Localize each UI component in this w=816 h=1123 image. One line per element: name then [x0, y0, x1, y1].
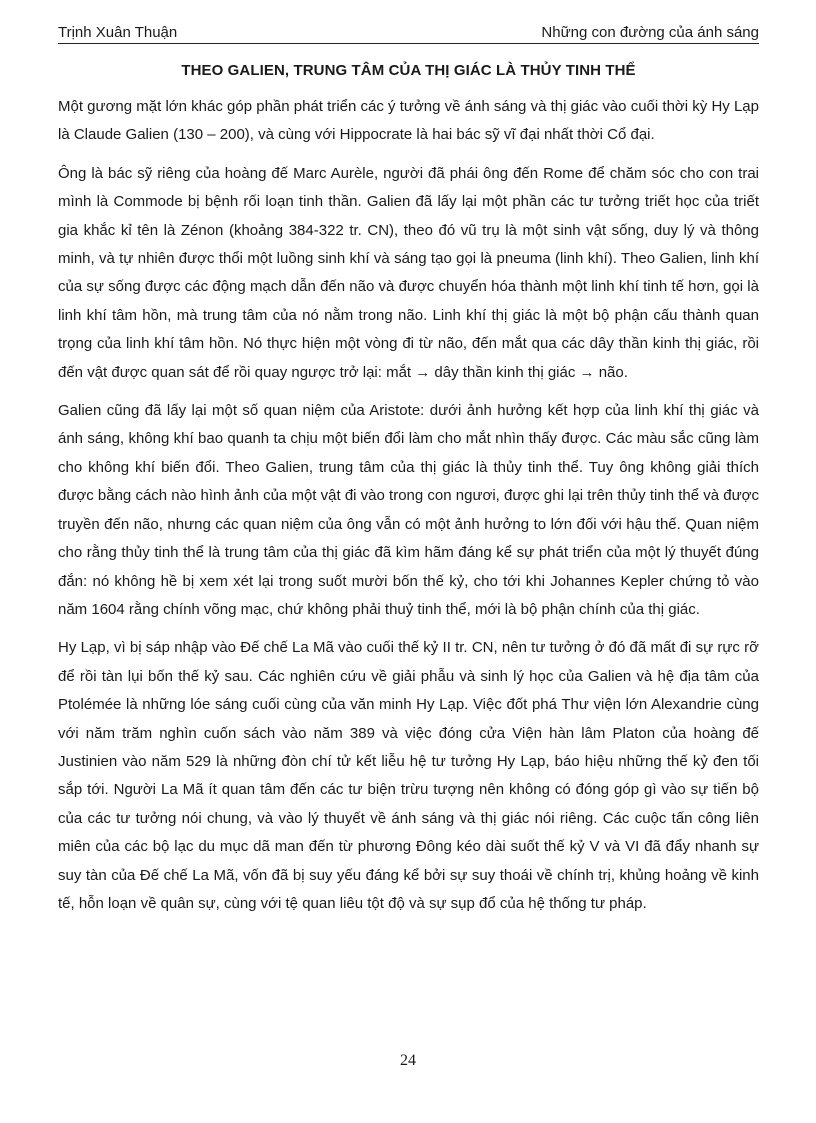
paragraph: Ông là bác sỹ riêng của hoàng đế Marc Aurèle, người đã phái ông đến Rome để chăm sóc cho con trai mình là Commode bị bệnh rối loạn tinh thần. Galien đã lấy lại một phần các tư tưởng triết học của triết gia khắc kỉ tên là Zénon (khoảng 384-322 tr. CN), theo đó vũ trụ là một sinh vật sống, duy lý và thông minh, và tự nhiên được thổi một luồng sinh khí và sáng tạo gọi là pneuma (linh khí). Theo Galien, linh khí của sự sống được các động mạch dẫn đến não và được chuyển hóa thành một linh khí tinh tế hơn, gọi là linh khí tâm hồn, mà trung tâm của nó nằm trong não. Linh khí thị giác là một bộ phận cấu thành quan trọng của linh khí tâm hồn. Nó thực hiện một vòng đi từ não, đến mắt qua các dây thần kinh thị giác, rồi đến vật được quan sát để rồi quay ngược trở lại: mắt → dây thần kinh thị giác → não.: [58, 164, 759, 381]
header-author: Trịnh Xuân Thuận: [58, 24, 178, 41]
header-book-title: Những con đường của ánh sáng: [541, 24, 759, 41]
paragraph: Một gương mặt lớn khác góp phần phát triển các ý tưởng về ánh sáng và thị giác vào cuối thời kỳ Hy Lạp là Claude Galien (130 – 200), và cùng với Hippocrate là hai bác sỹ vĩ đại nhất thời Cổ đại.: [58, 98, 759, 144]
paragraph: Galien cũng đã lấy lại một số quan niệm của Aristote: dưới ảnh hưởng kết hợp của linh khí thị giác và ánh sáng, không khí bao quanh ta chịu một biến đổi làm cho mắt nhìn thấy được. Các màu sắc cũng làm cho không khí biến đổi. Theo Galien, trung tâm của thị giác là thủy tinh thể. Tuy ông không giải thích được bằng cách nào hình ảnh của một vật đi vào trong con ngươi, được ghi lại trên thủy tinh thể và được truyền đến não, nhưng các quan niệm của ông vẫn có một ảnh hưởng to lớn đối với hậu thế. Quan niệm cho rằng thủy tinh thể là trung tâm của thị giác đã kìm hãm đáng kể sự phát triển của một lý thuyết đúng đắn: nó không hề bị xem xét lại trong suốt mười bốn thế kỷ, cho tới khi Johannes Kepler chứng tỏ vào năm 1604 rằng chính võng mạc, chứ không phải thuỷ tinh thể, mới là bộ phận chính của thị giác.: [58, 402, 759, 618]
body-text: [58, 93, 759, 928]
page-number: 24: [400, 1052, 416, 1069]
section-title: THEO GALIEN, TRUNG TÂM CỦA THỊ GIÁC LÀ THỦY TINH THỂ: [181, 62, 636, 79]
running-header: [58, 24, 759, 44]
paragraph: Hy Lạp, vì bị sáp nhập vào Đế chế La Mã vào cuối thế kỷ II tr. CN, nên tư tưởng ở đó đã mất đi sự rực rỡ để rồi tàn lụi bốn thế kỷ sau. Các nghiên cứu về giải phẫu và sinh lý học của Galien và hệ địa tâm của Ptolémée là những lóe sáng cuối cùng của văn minh Hy Lạp. Việc đốt phá Thư viện lớn Alexandrie cùng với năm trăm nghìn cuốn sách vào năm 389 và việc đóng cửa Viện hàn lâm Platon của hoàng đế Justinien vào năm 529 là những đòn chí tử kết liễu hệ tư tưởng Hy Lạp, báo hiệu những thế kỷ đen tối sắp tới. Người La Mã ít quan tâm đến các tư biện trừu tượng nên không có đóng góp gì vào sự tiến bộ của các tư tưởng nói chung, và vào lý thuyết về ánh sáng và thị giác nói riêng. Các cuộc tấn công liên miên của các bộ lạc du mục dã man đến từ phương Đông kéo dài suốt thế kỷ V và VI đã đẩy nhanh sự suy tàn của Đế chế La Mã, vốn đã bị suy yếu đáng kể bởi sự suy thoái về chính trị, khủng hoảng về kinh tế, hỗn loạn về quân sự, cùng với tệ quan liêu tột độ và sự sụp đổ của hệ thống tư pháp.: [58, 639, 759, 912]
